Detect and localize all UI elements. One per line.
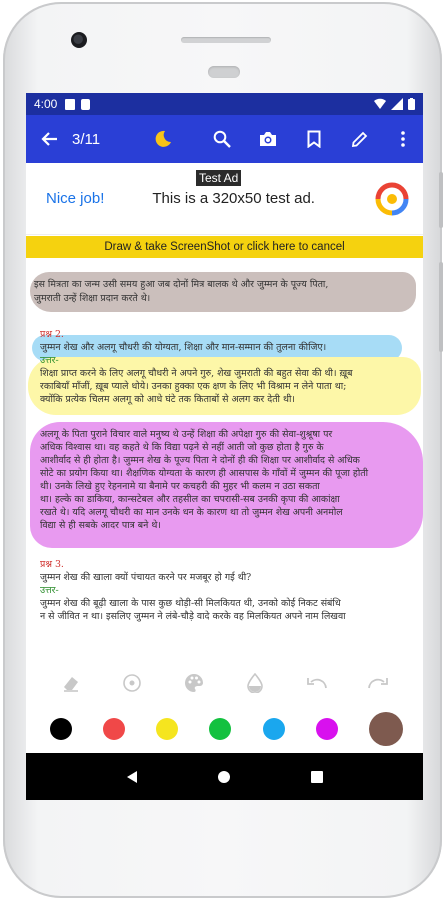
answer-label: उत्तर- <box>40 585 59 596</box>
redo-icon <box>367 676 389 690</box>
proximity-sensor <box>208 66 240 78</box>
color-swatch-green[interactable] <box>209 718 231 740</box>
paragraph-line: रखते थे। यदि अलगू चौधरी का मान उनके धन के कारण था तो जुम्मन शेख अपनी अनमोल <box>40 507 343 518</box>
ad-logo-icon <box>375 182 409 216</box>
night-mode-button[interactable] <box>146 115 180 163</box>
color-swatch-red[interactable] <box>103 718 125 740</box>
drop-icon <box>247 673 263 693</box>
question-text: जुम्मन शेख और अलगू चौधरी की योग्यता, शिक्षा और मान-सम्मान की तुलना कीजिए। <box>40 342 327 353</box>
paragraph-line: शिक्षा प्राप्त करने के लिए अलगू चौधरी ने अपने गुरु, शेख जुमराती की बहुत सेवा की थी। ख़ूब <box>40 368 353 379</box>
sd-card-icon <box>65 99 75 110</box>
answer-label: उत्तर- <box>40 355 59 366</box>
search-button[interactable] <box>199 115 245 163</box>
power-button <box>439 262 443 352</box>
question-label: प्रश्न 2. <box>40 329 64 340</box>
wifi-icon <box>374 98 386 110</box>
bookmark-button[interactable] <box>291 115 337 163</box>
cell-signal-icon <box>391 98 403 110</box>
paragraph-line: था। हल्के का डाकिया, कान्सटेबल और तहसील का चपरासी-सब उनकी कृपा की आकांक्षा <box>40 494 340 505</box>
status-bar <box>26 93 423 115</box>
color-swatch-black[interactable] <box>50 718 72 740</box>
paragraph-line: सोटे का प्रयोग किया था। शैक्षणिक योग्यता के कारण ही आसपास के गाँवों में जुम्मन की पूजा होती <box>40 468 369 479</box>
page-indicator: 3/11 <box>72 130 101 148</box>
question-label: प्रश्न 3. <box>40 559 64 570</box>
status-time: 4:00 <box>34 97 58 111</box>
nav-home-icon[interactable] <box>217 770 231 784</box>
paragraph-line: अधिक विश्वास था। वह कहते थे कि विद्या पढ़ने से नहीं आती जो कुछ होता है गुरु के <box>40 442 324 453</box>
arrow-left-icon <box>40 130 58 148</box>
paragraph-line: न से जीवित न था। इसलिए जुम्मन ने लंबे-चौड़े वादे करके वह मिलकियत अपने नाम लिखवा <box>40 611 346 622</box>
paragraph-line: विद्या से ही सबके आदर पात्र बने थे। <box>40 520 161 531</box>
search-icon <box>213 130 231 148</box>
edit-button[interactable] <box>337 115 383 163</box>
eraser-icon <box>61 673 81 693</box>
ad-text: This is a 320x50 test ad. <box>152 190 315 207</box>
pencil-icon <box>351 130 369 148</box>
color-swatch-brown-selected[interactable] <box>369 712 403 746</box>
color-palette <box>26 705 423 753</box>
screenshot-button[interactable] <box>245 115 291 163</box>
drawing-toolbar <box>26 661 423 705</box>
nav-recents-icon[interactable] <box>310 770 324 784</box>
camera-icon <box>258 130 278 148</box>
bookmark-icon <box>307 130 321 148</box>
eraser-button[interactable] <box>59 671 83 695</box>
front-camera <box>71 32 87 48</box>
brush-size-button[interactable] <box>120 671 144 695</box>
more-vert-icon <box>401 131 405 147</box>
document-page[interactable] <box>26 236 423 661</box>
battery-icon <box>408 98 415 110</box>
nav-back-icon[interactable] <box>125 770 139 784</box>
undo-icon <box>306 676 328 690</box>
brush-size-icon <box>122 673 142 693</box>
palette-button[interactable] <box>182 671 206 695</box>
question-text: जुम्मन शेख की खाला क्यों पंचायत करने पर मजबूर हो गई थी? <box>40 572 252 583</box>
screen <box>26 93 423 800</box>
paragraph-line: जुम्मन शेख की बूढ़ी खाला के पास कुछ थोड़ी-सी मिलकियत थी, उनको कोई निकट संबंधि <box>40 598 341 609</box>
paragraph-line: थी। उनके लिखे हुए रेहननामे या बैनामे पर कचहरी की मुहर भी कलम न उठा सकता <box>40 481 320 492</box>
app-toolbar <box>26 115 423 163</box>
redo-button[interactable] <box>366 671 390 695</box>
ad-nice-job-text: Nice job! <box>46 190 105 207</box>
paragraph-line: इस मित्रता का जन्म उसी समय हुआ जब दोनों मित्र बालक थे और जुम्मन के पूज्य पिता, <box>34 279 329 290</box>
paragraph-line: अलगू के पिता पुराने विचार वाले मनुष्य थे उन्हें शिक्षा की अपेक्षा गुरु की सेवा-शुश्रूषा पर <box>40 429 333 440</box>
volume-button <box>439 172 443 228</box>
phone-frame <box>3 2 442 898</box>
color-swatch-yellow[interactable] <box>156 718 178 740</box>
color-swatch-blue[interactable] <box>263 718 285 740</box>
back-button[interactable] <box>26 115 72 163</box>
paragraph-line: क्योंकि प्रत्येक चिलम अलगू को आधे घंटे तक किताबों से अलग कर देती थी। <box>40 394 295 405</box>
opacity-button[interactable] <box>243 671 267 695</box>
undo-button[interactable] <box>305 671 329 695</box>
clipboard-icon <box>81 99 90 110</box>
palette-icon <box>184 673 204 693</box>
overflow-menu-button[interactable] <box>383 115 423 163</box>
screenshot-banner[interactable]: Draw & take ScreenShot or click here to cancel <box>26 236 423 258</box>
ad-tooltip: Test Ad <box>196 170 241 186</box>
paragraph-line: जुमराती उन्हें शिक्षा प्रदान करते थे। <box>34 293 151 304</box>
moon-icon <box>154 130 172 148</box>
system-nav-bar <box>26 753 423 800</box>
paragraph-line: आशीर्वाद से ही होता है। जुम्मन शेख के पूज्य पिता ने दोनों ही की शिक्षा पर आशीर्वाद से अधिक <box>40 455 360 466</box>
color-swatch-magenta[interactable] <box>316 718 338 740</box>
earpiece-speaker <box>181 37 271 43</box>
paragraph-line: रकाबियाँ माँजीं, ख़ूब प्याले धोये। उनका हुक्का एक क्षण के लिए भी विश्राम न लेने पाता था; <box>40 381 347 392</box>
